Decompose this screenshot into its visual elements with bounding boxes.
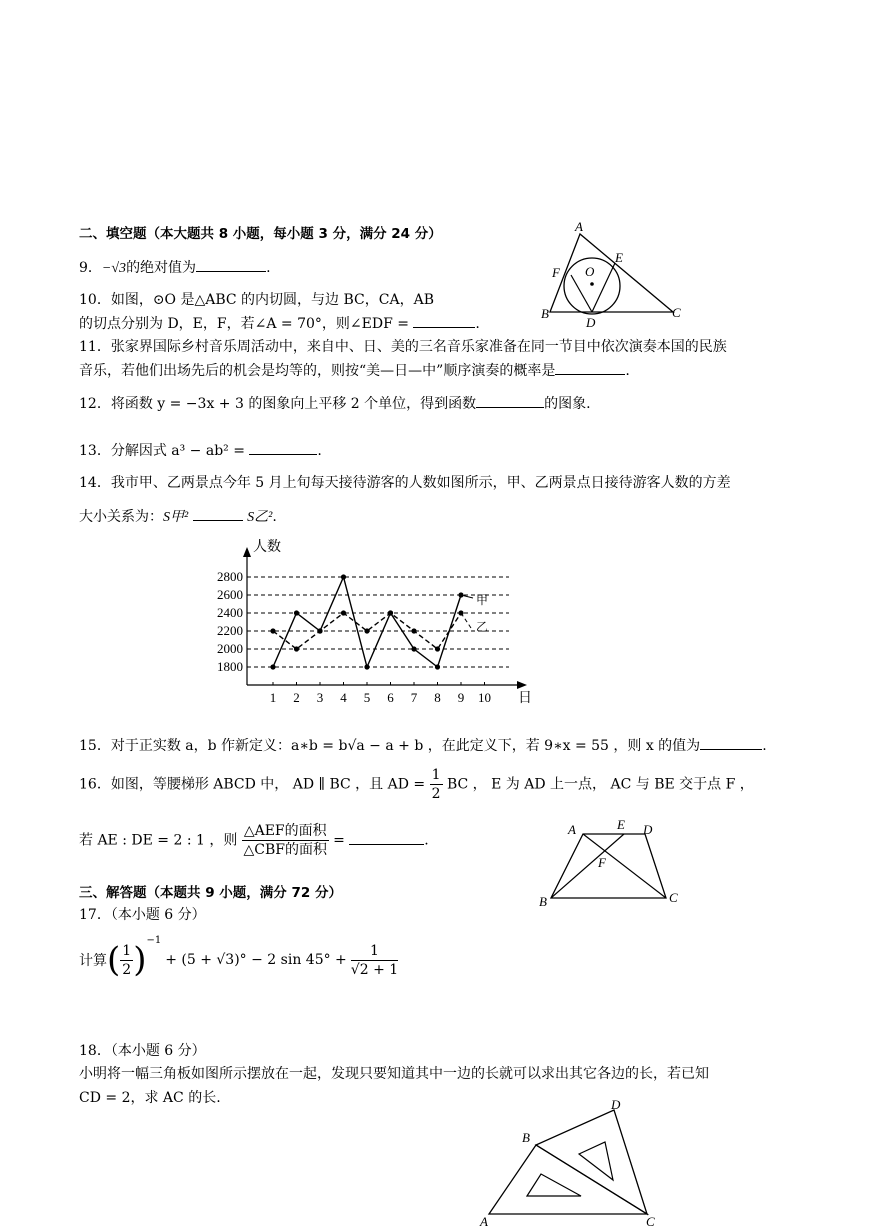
question-9 — [79, 257, 271, 277]
y-axis-arrow — [243, 547, 251, 557]
q17-half-den: 2 — [122, 961, 132, 978]
fig16-label-a: A — [568, 822, 576, 837]
question-12 — [79, 393, 591, 413]
y-tick-label-2000: 2000 — [217, 641, 243, 656]
series-1-point-5 — [364, 628, 369, 633]
q15-tail: . — [762, 738, 767, 754]
fig18-label-a: A — [480, 1214, 488, 1228]
incircle-figure — [535, 218, 685, 330]
q16-half-fraction — [430, 766, 443, 803]
fig10-label-a: A — [575, 219, 583, 234]
q16-ratio-den: △CBF的面积 — [243, 842, 327, 858]
series-0-point-1 — [270, 664, 275, 669]
q17-paren-open: ( — [107, 940, 121, 980]
q9-answer-blank[interactable] — [196, 259, 266, 272]
q16-ratio-fraction — [242, 822, 329, 859]
q18-line1: 小明将一幅三角板如图所示摆放在一起，发现只要知道其中一边的长就可以求出其它各边的长，若已知 — [79, 1066, 709, 1082]
series-1-point-7 — [411, 628, 416, 633]
q16-answer-blank[interactable] — [349, 832, 424, 845]
q15-text: 15．对于正实数 a，b 作新定义：a∗b = b√a − a + b ，在此定义下，若 9∗x = 55 ，则 x 的值为 — [79, 738, 701, 754]
x-tick-label-7: 7 — [410, 690, 418, 705]
q11-tail: . — [625, 363, 630, 379]
q17-paren-close: ) — [133, 940, 147, 980]
visitor-line-chart — [205, 535, 535, 707]
set-squares-figure — [475, 1100, 665, 1228]
question-17 — [79, 937, 398, 983]
question-14 — [79, 506, 277, 526]
q12-tail: 的图象. — [544, 396, 591, 412]
q14-line1: 14．我市甲、乙两景点今年 5 月上旬每天接待游客的人数如图所示，甲、乙两景点日接待游客人数的方差 — [79, 475, 731, 491]
y-tick-label-2400: 2400 — [217, 605, 243, 620]
y-tick-label-2200: 2200 — [217, 623, 243, 638]
x-tick-label-4: 4 — [340, 690, 347, 705]
q10-line2: 的切点分别为 D，E，F，若∠A = 70°，则∠EDF = — [79, 316, 409, 332]
q17-prefix: 计算 — [79, 953, 107, 969]
q9-number: 9． — [79, 260, 102, 276]
question-11 — [79, 360, 630, 380]
q14-s-jia: S甲² — [163, 510, 189, 525]
fig16-label-c: C — [669, 890, 678, 905]
fig10-label-c: C — [672, 305, 681, 320]
q16-frac-den: 2 — [431, 786, 441, 802]
q12-text: 12．将函数 y = −3x + 3 的图象向上平移 2 个单位，得到函数 — [79, 396, 477, 412]
q14-line2: 大小关系为： — [79, 509, 163, 525]
q16-line1b: BC ， E 为 AD 上一点， AC 与 BE 交于点 F ， — [446, 776, 754, 793]
question-13 — [79, 440, 322, 460]
x-tick-label-5: 5 — [363, 690, 371, 705]
legend-leader-yi — [461, 613, 473, 631]
x-axis-arrow — [517, 681, 527, 689]
q13-tail: . — [317, 443, 322, 459]
fig10-label-o: O — [585, 264, 595, 279]
q14-s-yi: S乙² — [247, 510, 273, 525]
fig10-label-d: D — [586, 315, 596, 330]
q16-equals: = — [333, 832, 345, 849]
series-1-point-2 — [294, 646, 299, 651]
q11-answer-blank[interactable] — [555, 362, 625, 375]
q10-line1: 10．如图，⊙O 是△ABC 的内切圆，与边 BC，CA，AB — [79, 292, 434, 308]
series-line-0 — [273, 577, 461, 667]
q17-half — [120, 942, 133, 979]
fig18-label-b: B — [522, 1130, 530, 1145]
q17-middle: + (5 + √3)° − 2 sin 45° + — [165, 952, 347, 968]
section2-heading: 二、填空题（本大题共 8 小题，每小题 3 分，满分 24 分） — [79, 226, 442, 242]
q9-expr: −√3 — [101, 261, 127, 276]
q18-line2: CD = 2，求 AC 的长. — [79, 1090, 221, 1106]
series-1-point-3 — [317, 628, 322, 633]
q13-text: 13．分解因式 a³ − ab² = — [79, 443, 245, 459]
series-1-point-1 — [270, 628, 275, 633]
x-tick-label-2: 2 — [293, 690, 300, 705]
q17-last-den: √2 + 1 — [350, 961, 399, 978]
x-tick-label-1: 1 — [269, 690, 277, 705]
q14-answer-blank[interactable] — [193, 508, 243, 521]
question-16-line2 — [79, 822, 429, 859]
q10-answer-blank[interactable] — [413, 315, 475, 328]
q9-tail: . — [266, 260, 271, 276]
q18-title: 18．（本小题 6 分） — [79, 1043, 206, 1059]
section3-heading: 三、解答题（本题共 9 小题，满分 72 分） — [79, 885, 342, 901]
legend-yi: 乙 — [476, 620, 489, 634]
chart-xlabel: 日 — [518, 691, 532, 706]
legend-jia: 甲 — [476, 593, 489, 607]
q10-tail: . — [475, 316, 480, 332]
series-1-point-8 — [435, 646, 440, 651]
q9-text: 的绝对值为 — [126, 260, 197, 276]
fig10-label-b: B — [541, 306, 549, 321]
q17-title: 17．（本小题 6 分） — [79, 907, 206, 923]
series-0-point-5 — [364, 664, 369, 669]
question-15 — [79, 735, 767, 755]
fig10-label-f: F — [552, 265, 560, 280]
series-0-point-8 — [435, 664, 440, 669]
x-tick-label-6: 6 — [387, 690, 394, 705]
q13-answer-blank[interactable] — [249, 442, 317, 455]
y-tick-label-1800: 1800 — [217, 659, 243, 674]
q11-line2: 音乐，若他们出场先后的机会是均等的，则按“美—日—中”顺序演奏的概率是 — [79, 363, 556, 379]
q12-answer-blank[interactable] — [476, 395, 544, 408]
series-1-point-4 — [341, 610, 346, 615]
q17-last-fraction — [351, 942, 398, 979]
series-0-point-4 — [341, 574, 346, 579]
q16-frac-num: 1 — [431, 767, 441, 783]
series-1-point-6 — [388, 610, 393, 615]
q17-exponent: −1 — [146, 935, 162, 946]
fig16-label-d: D — [643, 822, 653, 837]
fig16-label-e: E — [617, 817, 625, 832]
q16-tail: . — [424, 832, 429, 849]
question-10 — [79, 313, 480, 333]
chart-ylabel: 人数 — [253, 540, 281, 555]
fig10-label-e: E — [615, 250, 623, 265]
q17-last-num: 1 — [351, 942, 398, 961]
series-0-point-2 — [294, 610, 299, 615]
x-tick-label-8: 8 — [434, 690, 441, 705]
y-tick-label-2800: 2800 — [217, 569, 243, 584]
x-tick-label-10: 10 — [478, 690, 491, 705]
y-tick-label-2600: 2600 — [217, 587, 243, 602]
x-tick-label-9: 9 — [457, 690, 465, 705]
q16-ratio-num: △AEF的面积 — [243, 823, 327, 839]
q14-tail: . — [272, 509, 277, 525]
fig16-label-f: F — [598, 855, 606, 870]
q16-line2a: 若 AE : DE = 2 : 1 ，则 — [79, 832, 238, 849]
q16-line1a: 16．如图，等腰梯形 ABCD 中， AD ∥ BC ，且 AD = — [79, 776, 426, 793]
trapezoid-figure — [535, 816, 685, 911]
fig18-label-c: C — [646, 1214, 655, 1228]
question-16-line1 — [79, 766, 754, 803]
q15-answer-blank[interactable] — [700, 737, 762, 750]
q11-line1: 11．张家界国际乡村音乐周活动中，来自中、日、美的三名音乐家准备在同一节目中依次演奏本国的民族 — [79, 339, 727, 355]
fig16-label-b: B — [539, 894, 547, 909]
x-tick-label-3: 3 — [316, 690, 324, 705]
q17-half-num: 1 — [122, 942, 132, 959]
series-0-point-7 — [411, 646, 416, 651]
fig18-label-d: D — [611, 1100, 621, 1112]
